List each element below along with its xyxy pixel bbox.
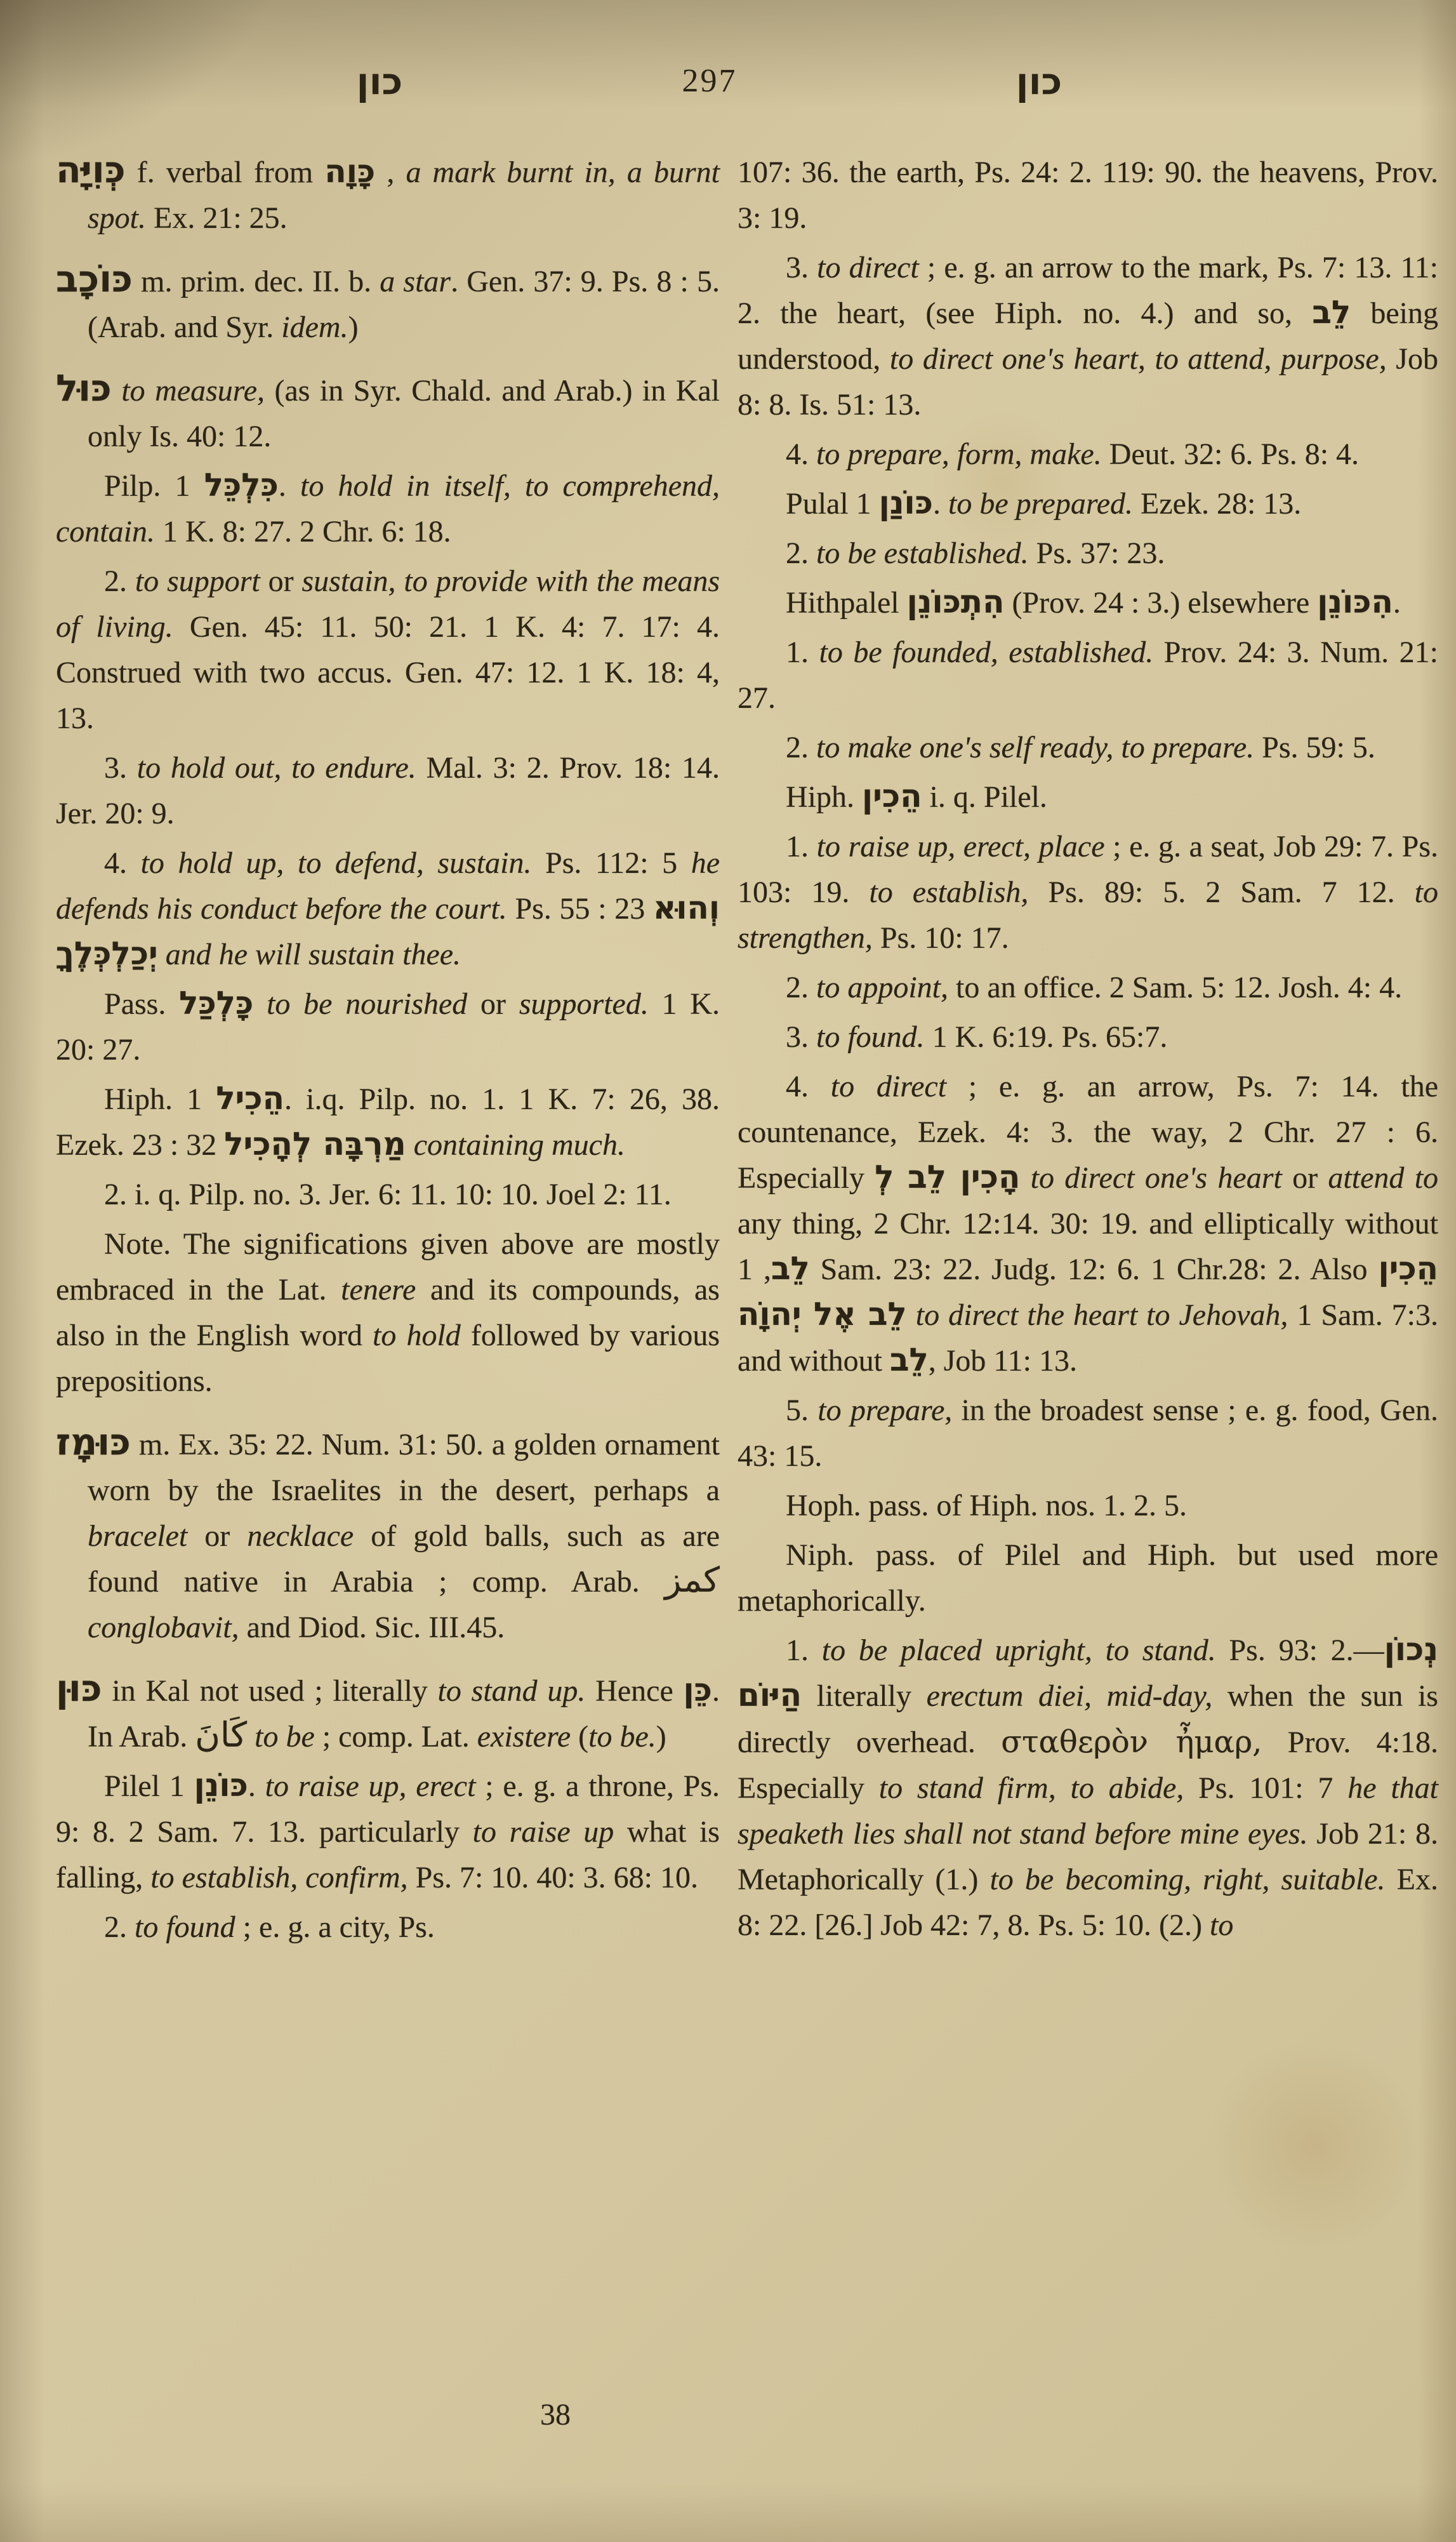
italic-text-run: to support: [135, 564, 260, 598]
italic-text-run: to direct: [830, 1070, 947, 1103]
hebrew-word: כָּלְכַּל: [179, 985, 254, 1021]
dictionary-entry: [56, 1668, 720, 1760]
text-run: followed by various prepositions.: [56, 1319, 720, 1398]
text-run: Note. The significations given above are mostly embraced in the Lat.: [56, 1227, 720, 1307]
text-run: 4.: [104, 846, 141, 880]
hebrew-word: הֵכִין: [862, 778, 922, 815]
text-run: Pass.: [104, 987, 180, 1021]
dictionary-paragraph: [738, 1064, 1438, 1384]
dictionary-paragraph: [738, 965, 1438, 1011]
italic-text-run: to stand up.: [437, 1674, 586, 1708]
italic-text-run: to raise up, erect: [265, 1769, 476, 1803]
text-run: 3.: [104, 751, 137, 785]
text-run: m. prim. dec. II. b.: [132, 265, 380, 298]
italic-text-run: a mark burnt in, a burnt spot.: [88, 156, 720, 235]
text-run: Ps. 10: 17.: [872, 921, 1009, 955]
hebrew-word: לֵב: [771, 1250, 810, 1287]
text-run: or: [467, 987, 519, 1021]
text-run: (as in Syr. Chald. and Arab.) in Kal only Is. 40: 12.: [88, 374, 720, 453]
text-run: 1. i.q. Pilp. no. 1. 1 K. 7: 26, 38. Ezek. 23 : 32: [56, 1082, 720, 1162]
dictionary-paragraph: [738, 1628, 1438, 1948]
text-run: m. Ex. 35: 22. Num. 31: 50. a golden ornament worn by the Israelites in the desert, perhaps a: [88, 1428, 720, 1507]
dictionary-paragraph: [56, 841, 720, 978]
italic-text-run: to direct one's heart: [1030, 1161, 1282, 1195]
italic-text-run: to establish,: [869, 875, 1029, 909]
italic-text-run: to hold in itself, to comprehend, contain.: [56, 469, 720, 549]
italic-text-run: attend to: [1328, 1161, 1439, 1195]
text-run: and its compounds, as also in the English word: [56, 1273, 720, 1352]
italic-text-run: to hold up, to defend, sustain.: [140, 846, 532, 880]
text-run: ; e. g. an arrow to the mark, Ps. 7: 13. 11: 2. the heart, (see Hiph. no. 4.) and so,: [738, 251, 1439, 330]
text-run: Ps. 55 : 23: [506, 892, 653, 926]
text-run: 2.: [786, 731, 816, 764]
italic-text-run: bracelet: [88, 1519, 188, 1553]
text-run: Hithpalel: [786, 586, 907, 620]
italic-text-run: to appoint,: [816, 971, 949, 1004]
text-run: Ex. 8: 22. [26.] Job 42: 7, 8. Ps. 5: 10. (2.): [738, 1863, 1438, 1942]
arabic-word: كمز: [665, 1560, 720, 1600]
text-run: or: [260, 564, 302, 598]
page-number: 297: [682, 63, 738, 99]
text-run: , 1 Sam. 23: 22. Judg. 12: 6. 1 Chr.28: 2. Also: [738, 1253, 1379, 1286]
text-run: Gen. 45: 11. 50: 21. 1 K. 4: 7. 17: 4. Construed with two accus. Gen. 47: 12. 1 K. 18: 4, 13.: [56, 610, 720, 735]
text-run: Ps. 89: 5. 2 Sam. 7 12.: [1028, 875, 1415, 909]
text-run: [112, 374, 121, 408]
text-run: ; e. g. a throne, Ps. 9: 8. 2 Sam. 7. 13. particularly: [56, 1769, 720, 1849]
hebrew-word: כּוֹנַן: [878, 484, 933, 521]
right-column: [738, 150, 1438, 1948]
signature-mark: 38: [540, 2398, 571, 2432]
italic-text-run: conglobavit,: [88, 1611, 239, 1644]
hebrew-headword: כְּוִיָּה: [56, 148, 126, 191]
text-run: and Diod. Sic. III.45.: [239, 1611, 505, 1644]
text-run: being understood,: [738, 296, 1439, 376]
dictionary-paragraph: [738, 1533, 1438, 1624]
text-run: 3.: [786, 251, 817, 284]
text-run: ; comp. Lat.: [314, 1720, 477, 1753]
text-run: any thing, 2 Chr. 12:14. 30: 19. and elliptically without: [738, 1207, 1438, 1241]
dictionary-entry: [56, 1422, 720, 1651]
dictionary-paragraph: [738, 1388, 1438, 1479]
italic-text-run: to be founded, established.: [819, 636, 1154, 669]
text-run: Ps. 59: 5.: [1254, 731, 1375, 764]
text-run: (: [571, 1720, 589, 1753]
text-run: 1.: [786, 830, 817, 863]
italic-text-run: to establish, confirm,: [150, 1861, 408, 1894]
text-run: 3.: [786, 1020, 816, 1054]
text-run: Hence: [585, 1674, 684, 1708]
text-run: ): [348, 310, 359, 344]
hebrew-headword: כּוּל: [56, 366, 112, 409]
text-run: 1 K. 8: 27. 2 Chr. 6: 18.: [154, 515, 451, 549]
hebrew-headword: כּוֹכָב: [56, 257, 133, 300]
hebrew-word: הָכִין לֵב לְ: [875, 1159, 1021, 1195]
text-run: when the sun is directly overhead.: [738, 1679, 1438, 1759]
text-run: to an office. 2 Sam. 5: 12. Josh. 4: 4.: [948, 971, 1403, 1004]
dictionary-paragraph: [738, 432, 1438, 477]
dictionary-paragraph: [56, 1077, 720, 1168]
hebrew-word: כֵּן: [683, 1672, 712, 1708]
text-run: ; e. g. a seat, Job 29: 7. Ps. 103: 19.: [738, 830, 1439, 909]
italic-text-run: to stand firm, to abide,: [878, 1771, 1184, 1805]
dictionary-paragraph: [738, 150, 1438, 241]
italic-text-run: to raise up: [472, 1815, 614, 1849]
dictionary-entry: [56, 150, 720, 241]
italic-text-run: to found: [135, 1910, 235, 1944]
dictionary-paragraph: [738, 725, 1438, 771]
italic-text-run: to prepare,: [817, 1394, 953, 1427]
dictionary-paragraph: [738, 1015, 1438, 1060]
italic-text-run: he that speaketh lies shall not stand before mine eyes.: [738, 1771, 1439, 1851]
text-run: what is falling,: [56, 1815, 720, 1894]
hebrew-word: מַרְבָּה לְהָכִיל: [224, 1126, 406, 1162]
italic-text-run: to make one's self ready, to prepare.: [816, 731, 1255, 764]
hebrew-headword: כּוּן: [56, 1667, 102, 1710]
text-run: 1.: [175, 469, 301, 503]
text-run: [406, 1128, 414, 1162]
text-run: 1 K. 20: 27.: [56, 987, 720, 1067]
italic-text-run: supported.: [519, 987, 649, 1021]
italic-text-run: to measure,: [121, 374, 265, 408]
hebrew-headword: כּוּמָז: [56, 1420, 131, 1463]
dictionary-paragraph: [738, 775, 1438, 820]
running-head-left: כון: [356, 60, 403, 103]
italic-text-run: to found.: [816, 1020, 925, 1054]
text-run: 4.: [786, 437, 816, 471]
text-run: in Kal not used ; literally: [102, 1674, 438, 1708]
italic-text-run: to direct one's heart, to attend, purpose,: [889, 342, 1387, 376]
hebrew-word: הֵכִין לֵב אֶל יְהוָֹה: [738, 1250, 1439, 1333]
text-run: Mal. 3: 2. Prov. 18: 14. Jer. 20: 9.: [56, 751, 720, 830]
arabic-word: كَانَ: [195, 1715, 248, 1755]
text-run: 2.: [786, 971, 816, 1004]
text-run: Prov. 24: 3. Num. 21: 27.: [738, 636, 1438, 715]
dictionary-paragraph: [738, 245, 1438, 428]
italic-text-run: tenere: [341, 1273, 416, 1307]
italic-text-run: necklace: [247, 1519, 354, 1553]
text-run: ; e. g. an arrow, Ps. 7: 14. the countenance, Ezek. 4: 3. the way, 2 Chr. 27 : 6. Especially: [738, 1070, 1439, 1195]
left-column: [56, 150, 720, 1950]
italic-text-run: he defends his conduct before the court.: [56, 846, 720, 926]
text-run: 1.: [786, 636, 819, 669]
italic-text-run: to direct: [817, 251, 919, 284]
dictionary-paragraph: [738, 531, 1438, 576]
italic-text-run: to be prepared.: [948, 487, 1134, 521]
dictionary-paragraph: [56, 1221, 720, 1404]
text-run: Hiph.: [786, 780, 862, 814]
hebrew-word: לֵב: [1312, 294, 1351, 331]
text-run: Hiph.: [104, 1082, 187, 1116]
text-run: or: [187, 1519, 248, 1553]
text-run: [158, 938, 166, 971]
text-run: 2. i. q. Pilp. no. 3. Jer. 6: 11. 10: 10. Joel 2: 11.: [104, 1178, 672, 1211]
hebrew-word: כָּוָה: [324, 153, 376, 190]
dictionary-entry: [56, 259, 720, 350]
hebrew-word: כּוֹנֵן: [194, 1767, 248, 1804]
text-run: ; e. g. a city, Ps.: [235, 1910, 435, 1944]
text-run: [247, 1720, 255, 1753]
dictionary-paragraph: [56, 559, 720, 742]
text-run: of gold balls, such as are found native in Arabia ; comp. Arab.: [88, 1519, 720, 1599]
italic-text-run: sustain, to provide with the means of living.: [56, 564, 720, 644]
text-run: 5.: [786, 1394, 818, 1427]
text-run: [1020, 1161, 1030, 1195]
hebrew-word: נְכוֹן הַיּוֹם: [738, 1631, 1438, 1714]
italic-text-run: existere: [477, 1720, 571, 1753]
running-head-right: כון: [1016, 60, 1062, 103]
text-run: . Gen. 37: 9. Ps. 8 : 5. (Arab. and Syr.: [88, 265, 720, 344]
text-run: [253, 987, 267, 1021]
text-run: Pilel: [104, 1769, 169, 1803]
italic-text-run: to be nourished: [267, 987, 468, 1021]
dictionary-paragraph: [56, 1764, 720, 1901]
text-run: Pilp.: [104, 469, 175, 503]
text-run: Job 21: 8. Metaphorically (1.): [738, 1817, 1439, 1896]
text-run: or: [1281, 1161, 1328, 1195]
text-run: 2.: [104, 1910, 135, 1944]
hebrew-word: וְהוּא יְכַלְכְּלֶךָ: [56, 889, 720, 972]
text-run: 1 Sam. 7:3. and without: [738, 1298, 1439, 1378]
text-run: Ps. 93: 2.—: [1215, 1634, 1384, 1667]
text-run: 2.: [104, 564, 135, 598]
text-run: . In Arab.: [88, 1674, 720, 1753]
text-run: 1 K. 6:19. Ps. 65:7.: [924, 1020, 1168, 1054]
dictionary-paragraph: [56, 982, 720, 1073]
italic-text-run: to strengthen,: [738, 875, 1438, 955]
italic-text-run: to be established.: [816, 536, 1029, 570]
text-run: 1.: [786, 1634, 822, 1667]
dictionary-paragraph: [738, 630, 1438, 721]
text-run: Deut. 32: 6. Ps. 8: 4.: [1101, 437, 1360, 471]
text-run: f. verbal from: [125, 156, 325, 189]
italic-text-run: to be.: [588, 1720, 656, 1753]
dictionary-paragraph: [738, 481, 1438, 527]
italic-text-run: and he will sustain thee.: [165, 938, 461, 971]
dictionary-paragraph: [738, 580, 1438, 626]
text-run: Prov. 4:18. Especially: [738, 1726, 1439, 1805]
dictionary-paragraph: [738, 824, 1438, 961]
text-run: 107: 36. the earth, Ps. 24: 2. 119: 90. the heavens, Prov. 3: 19.: [738, 156, 1438, 235]
italic-text-run: to raise up, erect, place: [816, 830, 1105, 863]
text-run: Pulal: [786, 487, 856, 521]
italic-text-run: to be: [255, 1720, 315, 1753]
text-run: [907, 1298, 916, 1332]
hebrew-word: כִּלְכֵּל: [204, 467, 279, 503]
dictionary-paragraph: [738, 1483, 1438, 1529]
italic-text-run: to: [1210, 1908, 1234, 1942]
dictionary-paragraph: [56, 745, 720, 837]
italic-text-run: to hold: [373, 1319, 461, 1352]
text-run: in the broadest sense ; e. g. food, Gen. 43: 15.: [738, 1394, 1438, 1473]
text-run: , Job 11: 13.: [928, 1344, 1077, 1378]
text-run: Ps. 101: 7: [1184, 1771, 1348, 1805]
text-run: i. q. Pilel.: [922, 780, 1047, 814]
italic-text-run: containing much.: [413, 1128, 625, 1162]
italic-text-run: to be placed upright, to stand.: [821, 1634, 1216, 1667]
text-run: 1.: [856, 487, 948, 521]
text-run: ,: [375, 156, 406, 189]
hebrew-word: הֵכִיל: [216, 1080, 284, 1117]
text-run: Hoph. pass. of Hiph. nos. 1. 2. 5.: [786, 1489, 1187, 1522]
text-run: Ex. 21: 25.: [146, 201, 288, 235]
dictionary-paragraph: [56, 463, 720, 555]
text-run: Niph. pass. of Pilel and Hiph. but used more metaphorically.: [738, 1538, 1438, 1618]
text-run: 2.: [786, 536, 816, 570]
dictionary-paragraph: [56, 1905, 720, 1950]
text-run: literally: [802, 1679, 927, 1713]
text-run: 4.: [786, 1070, 831, 1103]
hebrew-word: הִכּוֹנֵן: [1317, 583, 1393, 620]
dictionary-paragraph: [56, 1172, 720, 1218]
italic-text-run: a star: [380, 265, 451, 298]
italic-text-run: to direct the heart to Jehovah,: [915, 1298, 1288, 1332]
italic-text-run: erectum diei, mid-day,: [926, 1679, 1213, 1713]
text-run: Ps. 112: 5: [531, 846, 691, 880]
text-run: .: [1393, 586, 1401, 620]
italic-text-run: to hold out, to endure.: [136, 751, 416, 785]
text-run: Job 8: 8. Is. 51: 13.: [738, 342, 1438, 422]
greek-text: σταθερὸν ἦμαρ,: [1001, 1724, 1262, 1760]
hebrew-word: הִתְכּוֹנֵן: [906, 583, 1005, 620]
text-run: (Prov. 24 : 3.) elsewhere: [1004, 586, 1318, 620]
text-run: 1.: [169, 1769, 265, 1803]
text-run: Ezek. 28: 13.: [1133, 487, 1302, 521]
italic-text-run: idem.: [281, 310, 348, 344]
dictionary-entry: [56, 368, 720, 460]
text-run: Ps. 7: 10. 40: 3. 68: 10.: [407, 1861, 699, 1894]
text-run: ): [656, 1720, 666, 1753]
text-run: Ps. 37: 23.: [1028, 536, 1165, 570]
hebrew-word: לֵב: [889, 1341, 929, 1378]
italic-text-run: to be becoming, right, suitable.: [989, 1863, 1386, 1896]
italic-text-run: to prepare, form, make.: [816, 437, 1102, 471]
